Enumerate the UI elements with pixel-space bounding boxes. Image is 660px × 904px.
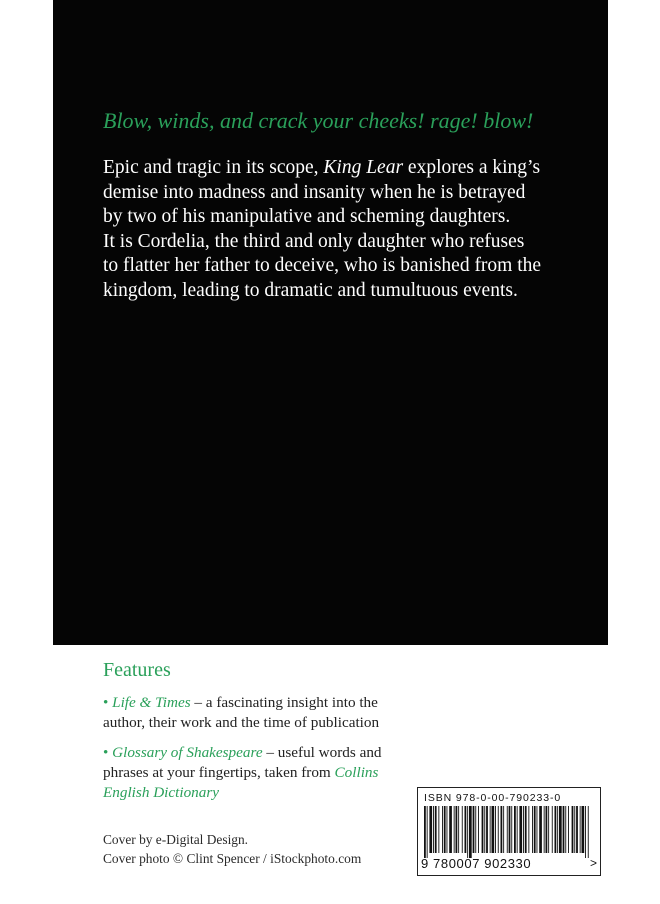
barcode-bar bbox=[555, 806, 557, 853]
isbn-label: ISBN 978-0-00-790233-0 bbox=[424, 792, 562, 804]
barcode-bar bbox=[509, 806, 511, 853]
barcode-bar bbox=[576, 806, 578, 853]
feature-2-line-2 bbox=[103, 763, 423, 783]
barcode-digits: 9 780007 902330 bbox=[421, 856, 532, 871]
barcode-bar bbox=[429, 806, 432, 853]
barcode-bar bbox=[486, 806, 488, 853]
barcode-bar bbox=[525, 806, 527, 853]
barcode-bar bbox=[528, 806, 529, 853]
feature-2-desc: – useful words and bbox=[266, 744, 382, 761]
blurb-line-1-start: Epic and tragic in its scope, bbox=[103, 157, 319, 178]
barcode-bar bbox=[447, 806, 448, 853]
barcode-bar bbox=[478, 806, 479, 853]
collins-title: Collins bbox=[334, 764, 379, 781]
english-dictionary-title: English Dictionary bbox=[103, 784, 220, 801]
barcode-bar bbox=[449, 806, 452, 853]
blurb-line-1-end: explores a king’s bbox=[407, 157, 541, 178]
barcode-bar bbox=[475, 806, 476, 853]
barcode-bar bbox=[456, 806, 458, 853]
barcode-bar bbox=[454, 806, 455, 853]
barcode-bar bbox=[501, 806, 503, 853]
blurb-text bbox=[103, 156, 573, 304]
barcode-bar bbox=[507, 806, 508, 853]
features-heading: Features bbox=[103, 659, 171, 681]
feature-1-title: Life & Times bbox=[112, 694, 191, 711]
book-title-king-lear: King Lear bbox=[323, 157, 404, 178]
barcode-bar bbox=[546, 806, 548, 853]
barcode-bar bbox=[438, 806, 439, 853]
blurb-line-2: demise into madness and insanity when he is betrayed bbox=[103, 181, 526, 203]
barcode-bar bbox=[572, 806, 574, 853]
barcode-bar bbox=[495, 806, 496, 853]
barcode-bar bbox=[511, 806, 512, 853]
barcode-bar bbox=[427, 806, 428, 858]
barcode-bar bbox=[568, 806, 569, 853]
feature-2-line-3 bbox=[103, 783, 423, 803]
barcode-bar bbox=[492, 806, 495, 853]
barcode-bar bbox=[532, 806, 533, 853]
barcode-bar bbox=[462, 806, 463, 853]
feature-1-desc: – a fascinating insight into the bbox=[194, 694, 378, 711]
barcode-bars bbox=[423, 806, 589, 858]
bullet-icon: • bbox=[103, 744, 109, 761]
barcode-bar bbox=[444, 806, 446, 853]
barcode-bar bbox=[563, 806, 565, 853]
isbn-barcode bbox=[417, 787, 601, 876]
feature-1-line-1 bbox=[103, 693, 423, 713]
barcode-bar bbox=[424, 806, 426, 858]
cover-credits bbox=[103, 830, 361, 868]
barcode-bar bbox=[582, 806, 585, 853]
barcode-bar bbox=[490, 806, 491, 853]
blurb-line-5: to flatter her father to deceive, who is banished from the bbox=[103, 255, 542, 277]
credit-design: Cover by e-Digital Design. bbox=[103, 832, 249, 847]
feature-item-glossary bbox=[103, 743, 423, 803]
barcode-bar bbox=[433, 806, 434, 853]
pull-quote: Blow, winds, and crack your cheeks! rage! blow! bbox=[103, 108, 534, 133]
barcode-bar bbox=[588, 806, 589, 858]
barcode-bar bbox=[519, 806, 522, 853]
barcode-bar bbox=[442, 806, 443, 853]
blurb-line-3: by two of his manipulative and scheming daughters. bbox=[103, 206, 511, 228]
credit-photo: Cover photo © Clint Spencer / iStockphoto.com bbox=[103, 851, 362, 866]
bullet-icon: • bbox=[103, 694, 109, 711]
barcode-bar bbox=[482, 806, 484, 853]
barcode-bar bbox=[514, 806, 516, 853]
feature-2-line-2-text: phrases at your fingertips, taken from bbox=[103, 764, 331, 781]
barcode-bar bbox=[574, 806, 575, 853]
barcode-bar bbox=[557, 806, 558, 853]
barcode-bar bbox=[552, 806, 553, 853]
barcode-bar bbox=[498, 806, 499, 853]
barcode-bar bbox=[544, 806, 545, 853]
blurb-line-4: It is Cordelia, the third and only daughter who refuses bbox=[103, 230, 525, 252]
barcode-bar bbox=[458, 806, 459, 853]
feature-2-title: Glossary of Shakespeare bbox=[112, 744, 263, 761]
barcode-bar bbox=[523, 806, 524, 853]
barcode-bar bbox=[503, 806, 504, 853]
barcode-bar bbox=[484, 806, 485, 853]
barcode-bar bbox=[467, 806, 468, 858]
barcode-bar bbox=[548, 806, 549, 853]
barcode-bar bbox=[465, 806, 467, 853]
barcode-bar bbox=[469, 806, 472, 858]
blurb-line-6: kingdom, leading to dramatic and tumultuous events. bbox=[103, 279, 518, 301]
barcode-bar bbox=[517, 806, 518, 853]
barcode-bar bbox=[565, 806, 566, 853]
barcode-bar bbox=[534, 806, 536, 853]
barcode-bar bbox=[580, 806, 581, 853]
back-cover-panel bbox=[53, 0, 608, 645]
feature-item-life-and-times bbox=[103, 693, 423, 733]
barcode-bar bbox=[473, 806, 475, 853]
feature-2-line-1 bbox=[103, 743, 423, 763]
feature-1-line-2: author, their work and the time of publication bbox=[103, 714, 380, 731]
barcode-bar bbox=[537, 806, 538, 853]
barcode-bar bbox=[585, 806, 586, 858]
quiet-zone-chevron: > bbox=[590, 856, 598, 870]
barcode-bar bbox=[559, 806, 562, 853]
barcode-bar bbox=[539, 806, 542, 853]
barcode-bar bbox=[435, 806, 437, 853]
blurb-line-1 bbox=[103, 156, 573, 181]
